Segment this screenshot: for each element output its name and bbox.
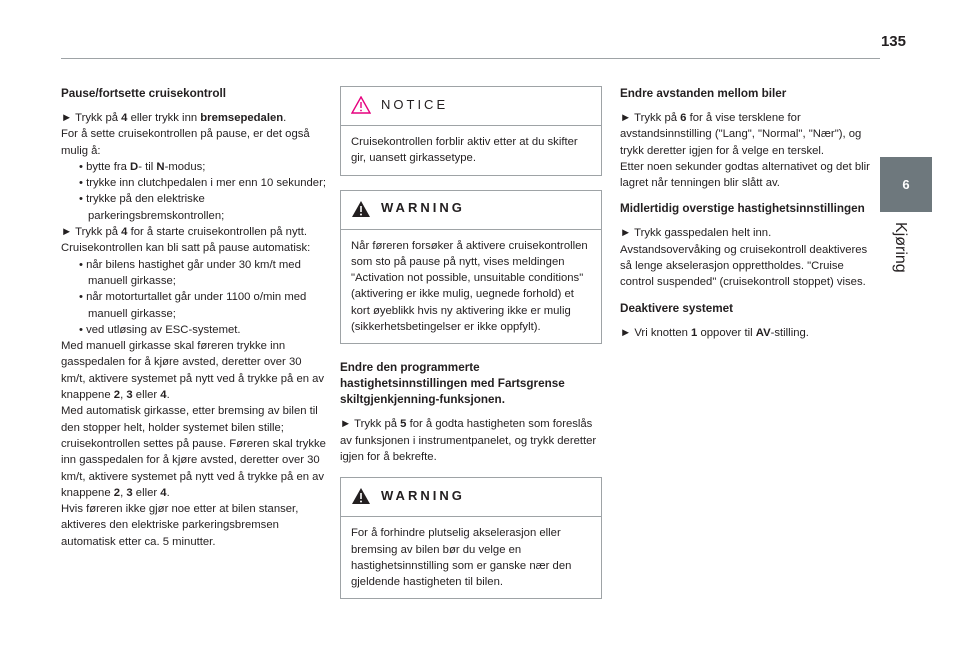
notice-text: Cruisekontrollen forblir aktiv etter at du skifter gir, uansett girkassetype. <box>341 125 601 175</box>
section-heading: Deaktivere systemet <box>620 301 734 315</box>
bold-key: 3 <box>126 389 133 402</box>
bold-key: 2 <box>113 389 121 402</box>
text-run: . <box>166 389 170 402</box>
paragraph <box>61 403 326 501</box>
text-run: , <box>120 389 127 402</box>
notice-box <box>340 86 602 176</box>
text-run: for å starte cruisekontrollen på nytt. Cruisekontrollen kan bli satt på pause automatisk: <box>61 226 311 255</box>
warning-box-2 <box>340 477 602 599</box>
text-run: eller <box>132 486 161 499</box>
text-run: • trykke inn clutchpedalen i mer enn 10 sekunder; <box>79 177 326 190</box>
speed-limit-instruction <box>340 416 602 465</box>
warning-text-1: Når føreren forsøker å aktivere cruisekontrollen som sto på pause på nytt, vises meldingen "Activation not possible, unsuitable conditions" (aktivering er ikke mulig, uegnede forhold) et kort øyeblikk hvis ny aktivering ikke er mulig (sikkerhetsbetingelser er ikke oppfylt). <box>341 229 601 344</box>
bold-key: bremsepedalen <box>200 112 284 124</box>
text-run: . <box>166 486 170 499</box>
paragraph <box>61 110 326 126</box>
bullet-item <box>61 191 326 224</box>
text-run: eller <box>132 389 161 402</box>
bold-key: 4 <box>160 389 167 402</box>
bullet-item <box>61 159 326 175</box>
text-run: • når bilens hastighet går under 30 km/t med manuell girkasse; <box>79 258 301 287</box>
paragraph <box>620 242 878 291</box>
page-number: 135 <box>880 33 906 50</box>
warning-text-2: For å forhindre plutselig akselerasjon eller bremsing av bilen bør du velge en hastighetsinnstilling som er ganske nær den gjeldende hastigheten til bilen. <box>341 516 601 598</box>
bullet-item <box>61 322 326 338</box>
notice-triangle-icon <box>351 96 371 114</box>
paragraph <box>61 224 326 257</box>
text-run: for å godta hastigheten som foreslås av funksjonen i instrumentpanelet, og trykk deretter igjen for å bekrefte. <box>340 418 597 463</box>
bold-key: 3 <box>126 486 133 499</box>
section-heading-speed-limit: Endre den programmerte hastighetsinnstillingen med Fartsgrense skiltgjenkjenning-funksjonen. <box>340 361 565 407</box>
bullet-item <box>61 289 326 322</box>
text-run: eller trykk inn <box>127 112 201 124</box>
text-run: ► Trykk gasspedalen helt inn. <box>620 227 772 240</box>
bold-key: 6 <box>680 112 687 124</box>
notice-title: NOTICE <box>381 96 449 112</box>
bullet-item <box>61 175 326 191</box>
warning-title-1: WARNING <box>381 200 465 216</box>
pause-instructions <box>61 110 326 550</box>
warning-triangle-icon <box>351 487 371 505</box>
column-left <box>61 86 326 550</box>
bold-key: AV <box>755 326 771 339</box>
header-rule <box>61 58 880 59</box>
paragraph <box>61 126 326 159</box>
text-run: • når motorturtallet går under 1100 o/min med manuell girkasse; <box>79 291 307 320</box>
bold-key: 4 <box>121 226 128 239</box>
bold-key: 2 <box>113 486 121 499</box>
bold-key: 5 <box>400 418 407 431</box>
text-run: - til <box>138 160 157 173</box>
text-run: , <box>120 486 127 499</box>
section-heading: Endre avstanden mellom biler <box>620 87 787 100</box>
bold-key: 4 <box>121 112 128 124</box>
warning-title-2: WARNING <box>381 488 465 504</box>
section-heading: Midlertidig overstige hastighetsinnstillingen <box>620 202 865 216</box>
paragraph <box>61 501 326 550</box>
paragraph <box>61 338 326 403</box>
text-run: ► Vri knotten <box>620 326 692 339</box>
text-run: ► Trykk på <box>620 112 681 124</box>
chapter-tab[interactable]: 6 <box>880 157 932 212</box>
paragraph <box>620 225 878 241</box>
text-run: ► Trykk på <box>61 112 122 124</box>
column-right <box>620 86 878 341</box>
text-run: Etter noen sekunder godtas alternativet og det blir lagret når tenningen blir slått av. <box>620 160 870 190</box>
text-run: • ved utløsing av ESC-systemet. <box>79 323 241 336</box>
bold-key: 1 <box>691 326 698 339</box>
paragraph <box>620 325 878 341</box>
warning-box-1 <box>340 190 602 345</box>
text-run: For å sette cruisekontrollen på pause, er det også mulig å: <box>61 128 310 157</box>
text-run: -stilling. <box>770 326 809 339</box>
text-run: Hvis føreren ikke gjør noe etter at bilen stanser, aktiveres den elektriske parkeringsbremsen automatisk etter ca. 5 minutter. <box>61 503 299 548</box>
paragraph <box>620 159 878 192</box>
bold-key: D <box>130 160 139 173</box>
section-heading-pause: Pause/fortsette cruisekontroll <box>61 87 226 100</box>
text-run: Avstandsovervåking og cruisekontroll deaktiveres så lenge akselerasjon opprettholdes. "Cruise control suspended" (cruisekontroll stoppet) vises. <box>620 243 868 289</box>
text-run: . <box>283 112 287 124</box>
text-run: ► Trykk på <box>61 226 122 239</box>
bold-key: 4 <box>160 486 167 499</box>
text-run: oppover til <box>697 326 756 339</box>
chapter-label: Kjøring <box>892 222 909 273</box>
text-run: ► Trykk på <box>340 418 401 431</box>
text-run: • trykke på den elektriske parkeringsbremskontrollen; <box>79 193 225 222</box>
text-run: for å vise tersklene for avstandsinnstilling ("Lang", "Normal", "Nær"), og trykk deretter igjen for å velge en terskel. <box>620 112 862 157</box>
column-middle <box>340 86 602 613</box>
bullet-item <box>61 257 326 290</box>
bold-key: N <box>156 160 165 173</box>
warning-triangle-icon <box>351 200 371 218</box>
paragraph <box>620 110 878 159</box>
text-run: • bytte fra <box>79 160 131 173</box>
text-run: -modus; <box>164 160 206 173</box>
text-run: Med automatisk girkasse, etter bremsing av bilen til den stopper helt, holder systemet bilen stille; cruisekontrollen settes på pause. Føreren skal trykke inn gasspedalen for å kjøre avsted, deretter over 30 km/t, aktivere systemet på nytt ved å trykke på en av knappene <box>61 405 326 499</box>
text-run: Med manuell girkasse skal føreren trykke inn gasspedalen for å kjøre avsted, deretter over 30 km/t, aktivere systemet på nytt ved å trykke på en av knappene <box>61 340 325 402</box>
